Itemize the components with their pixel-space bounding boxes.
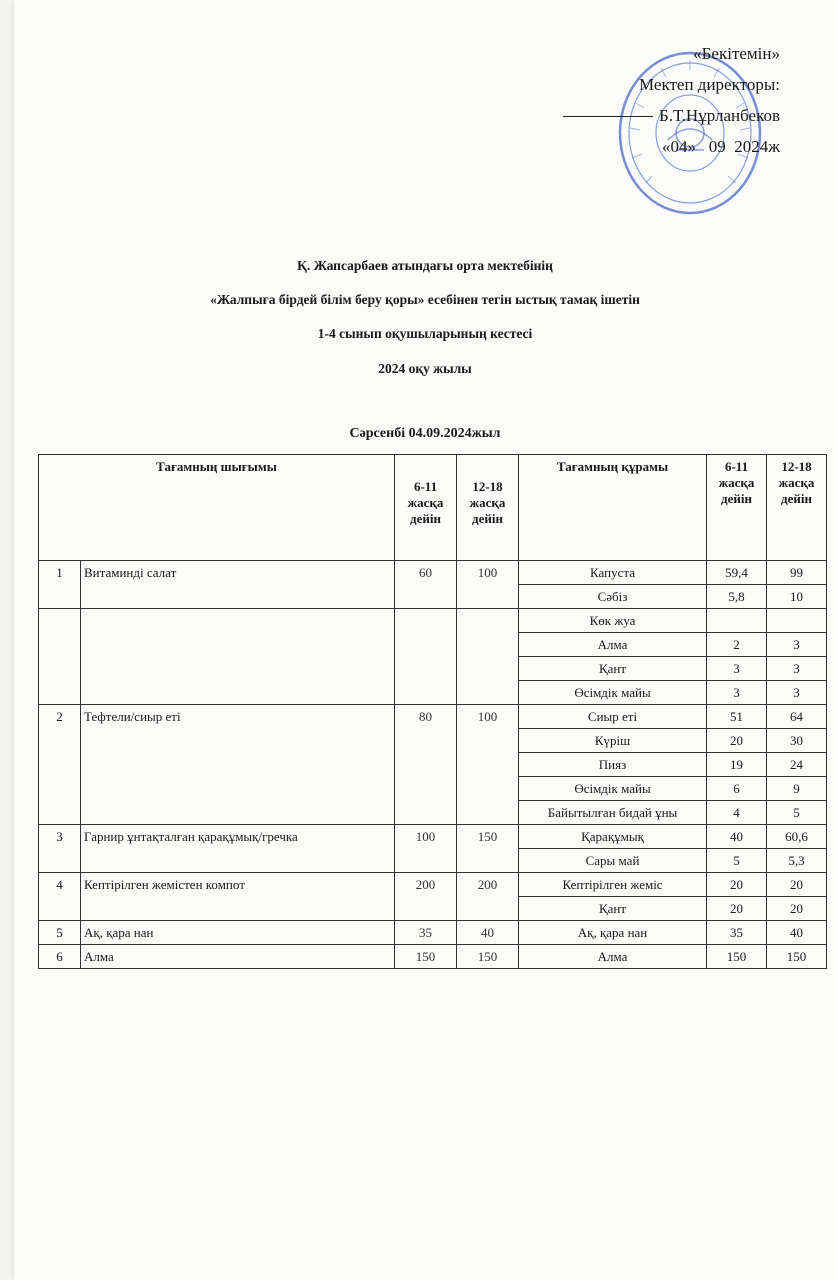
date-close-quote: »: [687, 137, 696, 156]
ingredient-amount-6-11: 19: [707, 753, 767, 777]
approval-date: [563, 131, 780, 162]
signatory-name: Б.Т.Нұрланбеков: [658, 106, 780, 125]
approval-position: Мектеп директоры:: [639, 75, 780, 94]
ingredient-amount-6-11: 20: [707, 873, 767, 897]
ingredient-amount-12-18: [767, 609, 827, 633]
row-number: 1: [39, 561, 81, 609]
ingredient-name: Өсімдік майы: [519, 777, 707, 801]
date-open-quote: «: [662, 137, 671, 156]
ingredient-amount-12-18: 10: [767, 585, 827, 609]
ingredient-amount-12-18: 150: [767, 945, 827, 969]
ingredient-amount-6-11: 6: [707, 777, 767, 801]
dish-name: Ақ, қара нан: [81, 921, 395, 945]
ingredient-amount-6-11: 150: [707, 945, 767, 969]
dish-weight-12-18: 100: [457, 705, 519, 825]
dish-weight-6-11: [395, 609, 457, 705]
approval-block: [563, 38, 780, 162]
date-day: 04: [670, 137, 688, 156]
approval-signatory: [563, 100, 780, 131]
ingredient-amount-6-11: 3: [707, 681, 767, 705]
ingredient-name: Көк жуа: [519, 609, 707, 633]
ingredient-amount-6-11: 2: [707, 633, 767, 657]
ingredient-name: Сәбіз: [519, 585, 707, 609]
ingredient-amount-6-11: 4: [707, 801, 767, 825]
ingredient-name: Сары май: [519, 849, 707, 873]
ingredient-amount-12-18: 3: [767, 657, 827, 681]
ingredient-name: Пияз: [519, 753, 707, 777]
heading-group: 1-4 сынып оқушыларының кестесі: [317, 326, 533, 341]
ingredient-name: Ақ, қара нан: [519, 921, 707, 945]
dish-name: Тефтели/сиыр еті: [81, 705, 395, 825]
ingredient-name: Алма: [519, 945, 707, 969]
dish-name: Кептірілген жемістен компот: [81, 873, 395, 921]
dish-weight-6-11: 80: [395, 705, 457, 825]
row-number: 4: [39, 873, 81, 921]
ingredient-amount-12-18: 5,3: [767, 849, 827, 873]
dish-weight-12-18: 200: [457, 873, 519, 921]
table-row: [39, 945, 827, 969]
table-row: [39, 609, 827, 633]
table-row: [39, 561, 827, 585]
row-number: 3: [39, 825, 81, 873]
row-number: [39, 609, 81, 705]
dish-weight-12-18: 150: [457, 825, 519, 873]
header-ingredient-age-6-11: 6-11 жасқа дейін: [707, 455, 767, 561]
table-row: [39, 873, 827, 897]
ingredient-name: Байытылған бидай ұны: [519, 801, 707, 825]
heading-fund: «Жалпыға бірдей білім беру қоры» есебінен тегін ыстық тамақ ішетін: [210, 292, 640, 307]
dish-weight-12-18: 150: [457, 945, 519, 969]
ingredient-name: Қарақұмық: [519, 825, 707, 849]
date-year: 2024ж: [734, 137, 780, 156]
ingredient-name: Күріш: [519, 729, 707, 753]
ingredient-amount-12-18: 20: [767, 873, 827, 897]
dish-weight-12-18: 40: [457, 921, 519, 945]
dish-name: Гарнир ұнтақталған қарақұмық/гречка: [81, 825, 395, 873]
table-row: [39, 705, 827, 729]
signature-line: [563, 116, 653, 117]
dish-name: [81, 609, 395, 705]
ingredient-amount-6-11: [707, 609, 767, 633]
dish-name: Витаминді салат: [81, 561, 395, 609]
dish-weight-6-11: 200: [395, 873, 457, 921]
header-age-6-11: 6-11 жасқа дейін: [395, 455, 457, 561]
ingredient-amount-12-18: 3: [767, 681, 827, 705]
header-dish-output: Тағамның шығымы: [39, 455, 395, 561]
ingredient-amount-12-18: 9: [767, 777, 827, 801]
ingredient-name: Сиыр еті: [519, 705, 707, 729]
menu-table-body: [39, 561, 827, 969]
date-month: 09: [708, 137, 726, 156]
dish-weight-6-11: 150: [395, 945, 457, 969]
ingredient-name: Капуста: [519, 561, 707, 585]
ingredient-name: Кептірілген жеміс: [519, 873, 707, 897]
heading-year: 2024 оқу жылы: [378, 361, 472, 376]
ingredient-amount-12-18: 20: [767, 897, 827, 921]
header-ingredient-age-12-18: 12-18 жасқа дейін: [767, 455, 827, 561]
dish-weight-12-18: [457, 609, 519, 705]
approval-title: «Бекітемін»: [693, 44, 780, 63]
menu-table: [38, 454, 827, 969]
ingredient-name: Өсімдік майы: [519, 681, 707, 705]
ingredient-amount-6-11: 20: [707, 729, 767, 753]
ingredient-amount-6-11: 3: [707, 657, 767, 681]
document-page: [14, 0, 836, 1280]
ingredient-amount-6-11: 5,8: [707, 585, 767, 609]
dish-weight-12-18: 100: [457, 561, 519, 609]
row-number: 6: [39, 945, 81, 969]
ingredient-amount-12-18: 24: [767, 753, 827, 777]
dish-weight-6-11: 35: [395, 921, 457, 945]
table-row: [39, 921, 827, 945]
ingredient-amount-12-18: 64: [767, 705, 827, 729]
ingredient-name: Қант: [519, 897, 707, 921]
header-age-12-18: 12-18 жасқа дейін: [457, 455, 519, 561]
dish-weight-6-11: 100: [395, 825, 457, 873]
ingredient-amount-12-18: 99: [767, 561, 827, 585]
ingredient-name: Қант: [519, 657, 707, 681]
header-composition: Тағамның құрамы: [519, 455, 707, 561]
ingredient-amount-12-18: 30: [767, 729, 827, 753]
ingredient-amount-6-11: 59,4: [707, 561, 767, 585]
ingredient-amount-6-11: 40: [707, 825, 767, 849]
ingredient-amount-6-11: 20: [707, 897, 767, 921]
heading-date: Сәрсенбі 04.09.2024жыл: [349, 426, 501, 441]
ingredient-amount-6-11: 51: [707, 705, 767, 729]
ingredient-name: Алма: [519, 633, 707, 657]
ingredient-amount-12-18: 40: [767, 921, 827, 945]
row-number: 2: [39, 705, 81, 825]
ingredient-amount-12-18: 5: [767, 801, 827, 825]
dish-name: Алма: [81, 945, 395, 969]
ingredient-amount-6-11: 5: [707, 849, 767, 873]
table-row: [39, 825, 827, 849]
row-number: 5: [39, 921, 81, 945]
dish-weight-6-11: 60: [395, 561, 457, 609]
ingredient-amount-12-18: 3: [767, 633, 827, 657]
heading-school: Қ. Жапсарбаев атындағы орта мектебінің: [297, 258, 553, 273]
ingredient-amount-6-11: 35: [707, 921, 767, 945]
ingredient-amount-12-18: 60,6: [767, 825, 827, 849]
